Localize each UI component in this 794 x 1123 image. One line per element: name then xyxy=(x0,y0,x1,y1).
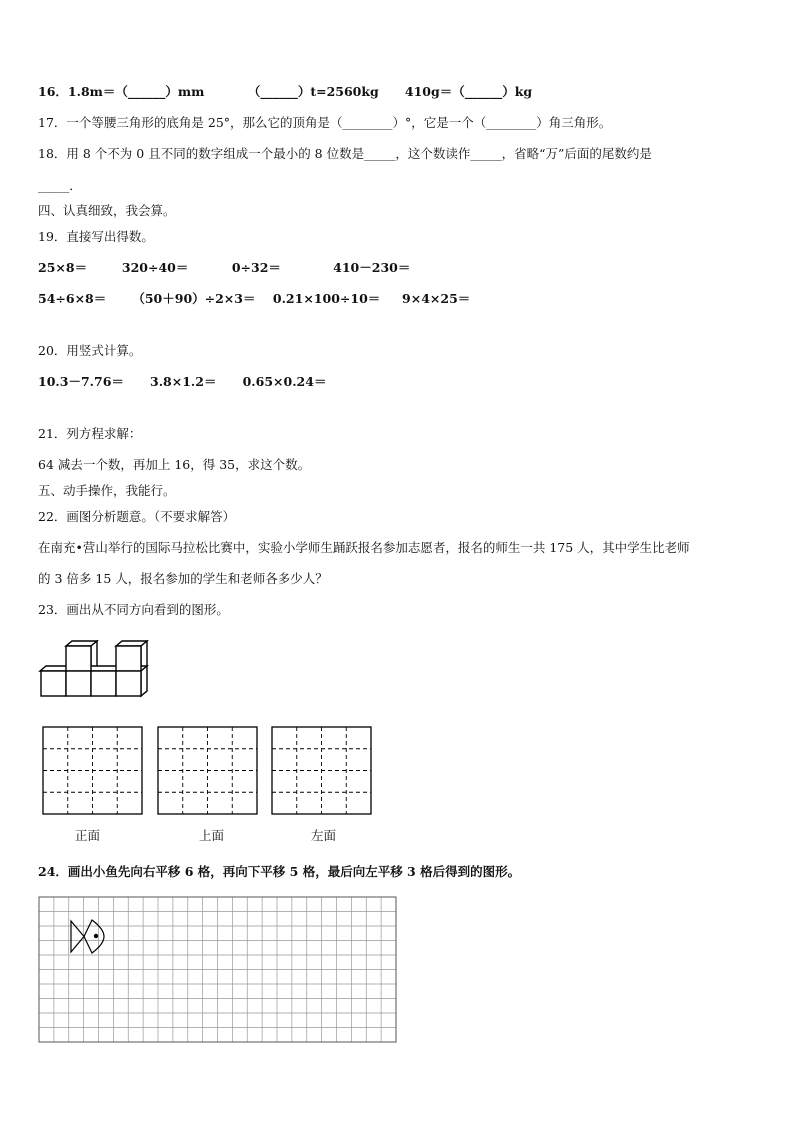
question-21: 21．列方程求解： xyxy=(38,426,142,441)
fish-shape xyxy=(71,920,104,953)
caption-top: 上面 xyxy=(199,828,225,843)
question-20: 20．用竖式计算。 xyxy=(38,343,142,358)
caption-left: 左面 xyxy=(311,828,337,843)
question-16: 16．1.8m＝（______）mm （______）t=2560kg 410g＝（______）kg xyxy=(38,84,533,99)
question-18: 18．用 8 个不为 0 且不同的数字组成一个最小的 8 位数是_____，这个数读作_____，省略“万”后面的尾数约是 xyxy=(38,146,652,161)
question-19-row-1: 25×8＝ 320÷40＝ 0÷32＝ 410－230＝ xyxy=(38,260,411,275)
question-24: 24．画出小鱼先向右平移 6 格，再向下平移 5 格，最后向左平移 3 格后得到的图形。 xyxy=(38,864,521,879)
question-22-text-1: 在南充•营山举行的国际马拉松比赛中，实验小学师生踊跃报名参加志愿者，报名的师生一共 175 人，其中学生比老师 xyxy=(38,540,690,555)
section-4-heading: 四、认真细致，我会算。 xyxy=(38,203,176,218)
caption-front: 正面 xyxy=(75,828,101,843)
question-18-blank: _____． xyxy=(38,178,82,193)
question-22-text-2: 的 3 倍多 15 人，报名参加的学生和老师各多少人？ xyxy=(38,571,328,586)
top-view-grid[interactable] xyxy=(157,726,259,816)
fish-translation-grid[interactable] xyxy=(38,896,398,1044)
question-23: 23．画出从不同方向看到的图形。 xyxy=(38,602,229,617)
question-22: 22．画图分析题意。（不要求解答） xyxy=(38,509,236,524)
question-20-row: 10.3－7.76＝ 3.8×1.2＝ 0.65×0.24＝ xyxy=(38,374,327,389)
left-view-grid[interactable] xyxy=(271,726,373,816)
section-5-heading: 五、动手操作，我能行。 xyxy=(38,483,176,498)
cube-stack-figure xyxy=(38,640,154,702)
question-19: 19．直接写出得数。 xyxy=(38,229,154,244)
question-17: 17．一个等腰三角形的底角是 25°，那么它的顶角是（________）°，它是一个（________）角三角形。 xyxy=(38,115,612,130)
question-21-text: 64 减去一个数，再加上 16，得 35，求这个数。 xyxy=(38,457,311,472)
front-view-grid[interactable] xyxy=(42,726,144,816)
question-19-row-2: 54÷6×8＝ （50＋90）÷2×3＝ 0.21×100÷10＝ 9×4×25＝ xyxy=(38,291,471,306)
